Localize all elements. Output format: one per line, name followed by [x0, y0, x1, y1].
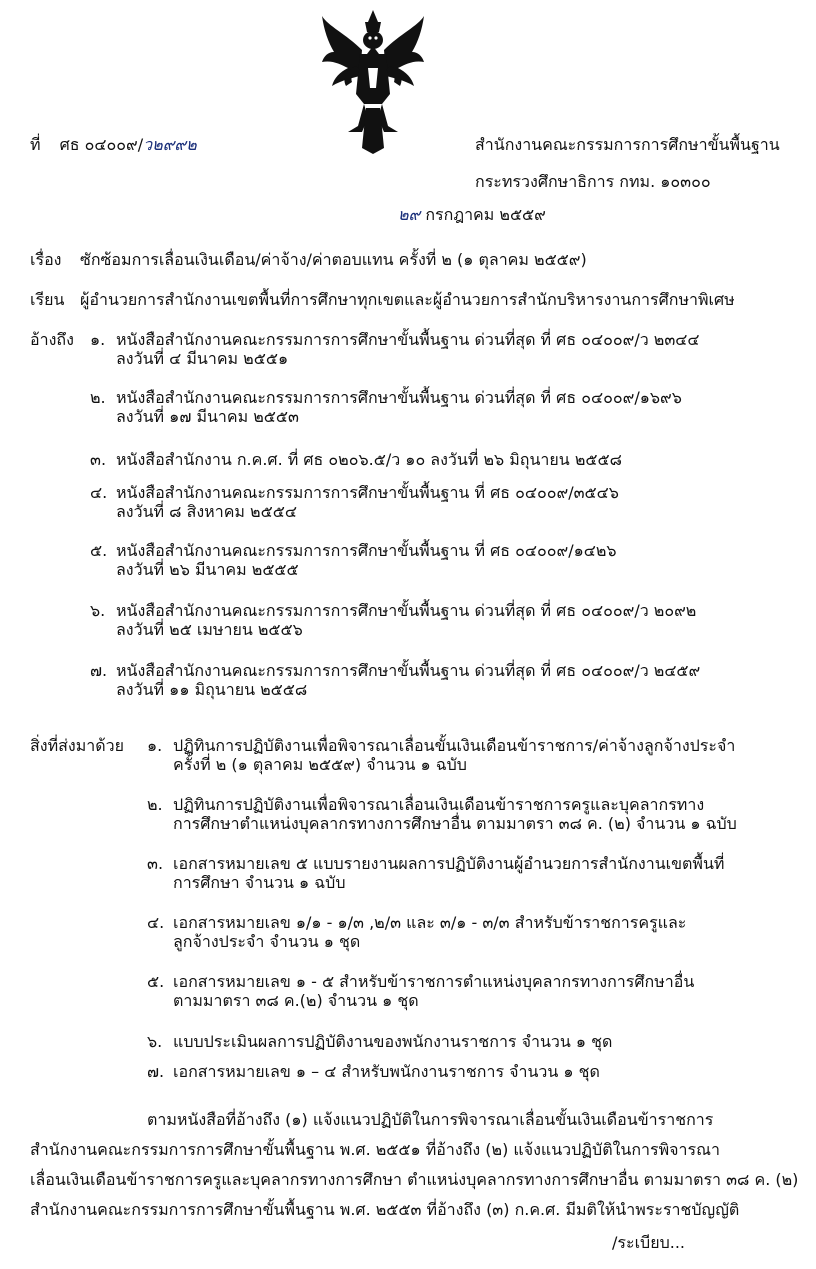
enclosure-line: เอกสารหมายเลข ๕ แบบรายงานผลการปฏิบัติงานผู้อำนวยการสำนักงานเขตพื้นที่ [173, 854, 725, 873]
body-line: ตามหนังสือที่อ้างถึง (๑) แจ้งแนวปฏิบัติในการพิจารณาเลื่อนขั้นเงินเดือนข้าราชการ [147, 1110, 714, 1129]
reference-line: หนังสือสำนักงานคณะกรรมการการศึกษาขั้นพื้นฐาน ด่วนที่สุด ที่ ศธ ๐๔๐๐๙/๑๖๙๖ [116, 388, 682, 407]
subject-text: ซักซ้อมการเลื่อนเงินเดือน/ค่าจ้าง/ค่าตอบแทน ครั้งที่ ๒ (๑ ตุลาคม ๒๕๕๙) [80, 250, 587, 269]
reference-line: หนังสือสำนักงานคณะกรรมการการศึกษาขั้นพื้นฐาน ที่ ศธ ๐๔๐๐๙/๑๔๒๖ [116, 541, 617, 560]
enclosure-line-2: การศึกษา จำนวน ๑ ฉบับ [173, 873, 346, 893]
enclosure-line-2: การศึกษาตำแหน่งบุคลากรทางการศึกษาอื่น ตามมาตรา ๓๘ ค. (๒) จำนวน ๑ ฉบับ [173, 814, 737, 834]
reference-date: ลงวันที่ ๒๖ มีนาคม ๒๕๕๕ [116, 560, 299, 580]
enclosure-item [147, 795, 787, 833]
reference-number: ๔. [90, 483, 108, 502]
number-label: ที่ [30, 135, 41, 154]
enclosure-number: ๔. [147, 913, 165, 932]
enclosure-line-2: ตามมาตรา ๓๘ ค.(๒) จำนวน ๑ ชุด [173, 991, 419, 1011]
enclosure-number: ๓. [147, 854, 164, 873]
reference-number: ๒. [90, 388, 106, 407]
enclosure-item [147, 1032, 787, 1051]
reference-line: หนังสือสำนักงานคณะกรรมการการศึกษาขั้นพื้นฐาน ด่วนที่สุด ที่ ศธ ๐๔๐๐๙/ว ๒๔๕๙ [116, 661, 701, 680]
enclosure-line-2: ลูกจ้างประจำ จำนวน ๑ ชุด [173, 932, 361, 952]
enclosure-line: เอกสารหมายเลข ๑ - ๕ สำหรับข้าราชการตำแหน่งบุคลากรทางการศึกษาอื่น [173, 972, 695, 991]
body-paragraph [30, 1105, 799, 1225]
enclosure-number: ๗. [147, 1062, 165, 1081]
enclosure-number: ๑. [147, 736, 163, 755]
enclosure-item [147, 1062, 787, 1081]
body-line: เลื่อนเงินเดือนข้าราชการครูและบุคลากรทางการศึกษา ตำแหน่งบุคลากรทางการศึกษาอื่น ตามมาตรา ๓๘ ค. (๒) [30, 1170, 799, 1189]
enclosure-number: ๒. [147, 795, 163, 814]
reference-number: ๑. [90, 330, 106, 349]
reference-item [90, 388, 780, 426]
date-month-year: กรกฎาคม ๒๕๕๙ [425, 205, 546, 224]
continuation-marker: /ระเบียบ... [612, 1233, 685, 1252]
enclosure-item [147, 972, 787, 1010]
issuing-organization: สำนักงานคณะกรรมการการศึกษาขั้นพื้นฐาน [475, 135, 780, 154]
enclosure-number: ๕. [147, 972, 165, 991]
enclosure-line-2: ครั้งที่ ๒ (๑ ตุลาคม ๒๕๕๙) จำนวน ๑ ฉบับ [173, 755, 467, 775]
enclosure-line: แบบประเมินผลการปฏิบัติงานของพนักงานราชการ จำนวน ๑ ชุด [173, 1032, 613, 1051]
reference-number: ๕. [90, 541, 108, 560]
body-line: สำนักงานคณะกรรมการการศึกษาขั้นพื้นฐาน พ.ศ. ๒๕๕๓ ที่อ้างถึง (๓) ก.ค.ศ. มีมติให้นำพระราชบัญญัติ [30, 1200, 740, 1219]
subject-label: เรื่อง [30, 250, 62, 269]
reference-line: หนังสือสำนักงาน ก.ค.ศ. ที่ ศธ ๐๒๐๖.๕/ว ๑๐ ลงวันที่ ๒๖ มิถุนายน ๒๕๕๘ [116, 450, 622, 469]
reference-item [90, 541, 780, 579]
reference-date: ลงวันที่ ๒๕ เมษายน ๒๕๕๖ [116, 620, 303, 640]
enclosure-line: ปฏิทินการปฏิบัติงานเพื่อพิจารณาเลื่อนขั้นเงินเดือนข้าราชการ/ค่าจ้างลูกจ้างประจำ [173, 736, 736, 755]
enclosure-item [147, 854, 787, 892]
enclosure-item [147, 736, 787, 774]
enclosure-line: เอกสารหมายเลข ๑ – ๔ สำหรับพนักงานราชการ จำนวน ๑ ชุด [173, 1062, 600, 1081]
enclosure-number: ๖. [147, 1032, 163, 1051]
recipient-label: เรียน [30, 290, 65, 309]
reference-date: ลงวันที่ ๔ มีนาคม ๒๕๕๑ [116, 349, 289, 369]
references-label: อ้างถึง [30, 330, 74, 349]
reference-item [90, 483, 780, 521]
garuda-emblem [318, 8, 428, 158]
reference-line: หนังสือสำนักงานคณะกรรมการการศึกษาขั้นพื้นฐาน ด่วนที่สุด ที่ ศธ ๐๔๐๐๙/ว ๒๓๔๔ [116, 330, 700, 349]
reference-line: หนังสือสำนักงานคณะกรรมการการศึกษาขั้นพื้นฐาน ด่วนที่สุด ที่ ศธ ๐๔๐๐๙/ว ๒๐๙๒ [116, 601, 697, 620]
body-line: สำนักงานคณะกรรมการการศึกษาขั้นพื้นฐาน พ.ศ. ๒๕๕๑ ที่อ้างถึง (๒) แจ้งแนวปฏิบัติในการพิจารณา [30, 1140, 720, 1159]
reference-item [90, 601, 780, 639]
reference-number: ๗. [90, 661, 108, 680]
reference-number: ๖. [90, 601, 106, 620]
reference-item [90, 450, 780, 469]
reference-date: ลงวันที่ ๘ สิงหาคม ๒๕๕๔ [116, 502, 297, 522]
enclosures-label: สิ่งที่ส่งมาด้วย [30, 736, 124, 755]
reference-date: ลงวันที่ ๑๗ มีนาคม ๒๕๕๓ [116, 407, 299, 427]
reference-item [90, 330, 780, 368]
enclosure-item [147, 913, 787, 951]
organization-address: กระทรวงศึกษาธิการ กทม. ๑๐๓๐๐ [475, 172, 711, 191]
date-day-handwritten: ๒๙ [398, 205, 421, 224]
enclosure-line: ปฏิทินการปฏิบัติงานเพื่อพิจารณาเลื่อนเงินเดือนข้าราชการครูและบุคลากรทาง [173, 795, 705, 814]
document-date [398, 205, 546, 224]
recipient-text: ผู้อำนวยการสำนักงานเขตพื้นที่การศึกษาทุกเขตและผู้อำนวยการสำนักบริหารงานการศึกษาพิเศษ [80, 290, 735, 309]
reference-item [90, 661, 780, 699]
document-number-printed: ศธ ๐๔๐๐๙/ [59, 135, 144, 154]
enclosure-line: เอกสารหมายเลข ๑/๑ - ๑/๓ ,๒/๓ และ ๓/๑ - ๓/๓ สำหรับข้าราชการครูและ [173, 913, 687, 932]
reference-line: หนังสือสำนักงานคณะกรรมการการศึกษาขั้นพื้นฐาน ที่ ศธ ๐๔๐๐๙/๓๕๔๖ [116, 483, 619, 502]
document-number-handwritten: ว๒๙๙๒ [143, 135, 197, 154]
document-number [30, 135, 197, 154]
reference-number: ๓. [90, 450, 107, 469]
reference-date: ลงวันที่ ๑๑ มิถุนายน ๒๕๕๘ [116, 680, 308, 700]
